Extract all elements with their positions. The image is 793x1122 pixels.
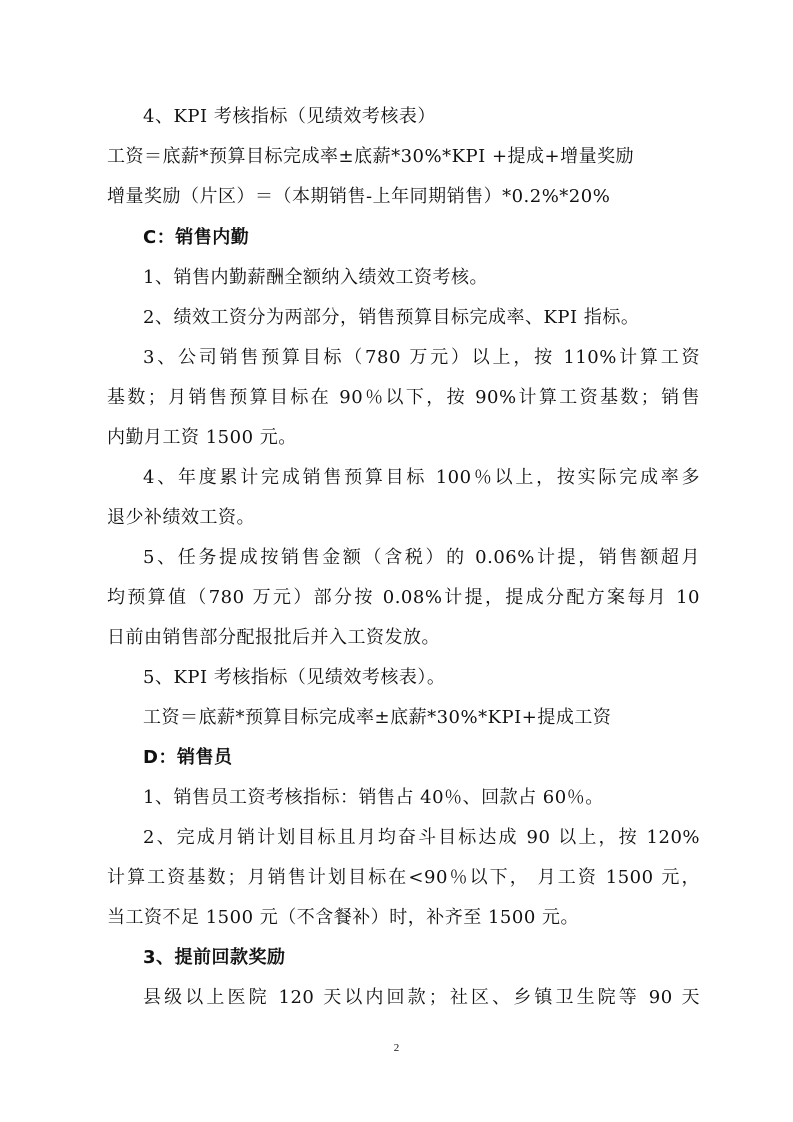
salary-formula: 工资＝底薪*预算目标完成率±底薪*30%*KPI+提成工资: [143, 707, 612, 728]
paragraph-line: 计算工资基数；月销售计划目标在<90％以下， 月工资 1500 元，: [107, 867, 700, 888]
page-number: 2: [393, 1042, 400, 1054]
paragraph-line: 均预算值（780 万元）部分按 0.08%计提，提成分配方案每月 10: [107, 587, 700, 608]
incremental-bonus-formula: 增量奖励（片区）＝（本期销售-上年同期销售）*0.2%*20%: [107, 186, 611, 207]
kpi-item: 5、KPI 考核指标（见绩效考核表）。: [143, 667, 446, 688]
paragraph-line: 日前由销售部分配报批后并入工资发放。: [107, 627, 440, 648]
section-heading-c: C：销售内勤: [143, 227, 250, 248]
paragraph-line: 5、任务提成按销售金额（含税）的 0.06%计提，销售额超月: [143, 547, 700, 568]
paragraph-line: 县级以上医院 120 天以内回款；社区、乡镇卫生院等 90 天: [143, 987, 700, 1008]
paragraph-line: 3、公司销售预算目标（780 万元）以上，按 110%计算工资: [143, 347, 700, 368]
paragraph-line: 4、年度累计完成销售预算目标 100％以上，按实际完成率多: [143, 467, 700, 488]
salary-formula: 工资＝底薪*预算目标完成率±底薪*30%*KPI +提成+增量奖励: [107, 146, 635, 167]
paragraph-line: 1、销售员工资考核指标：销售占 40％、回款占 60％。: [143, 787, 604, 808]
section-heading-early-payment: 3、提前回款奖励: [143, 947, 286, 968]
section-heading-d: D：销售员: [143, 747, 233, 768]
paragraph-line: 退少补绩效工资。: [107, 507, 255, 528]
paragraph-line: 2、绩效工资分为两部分，销售预算目标完成率、KPI 指标。: [143, 307, 640, 328]
kpi-item: 4、KPI 考核指标（见绩效考核表）: [143, 106, 436, 127]
paragraph-line: 1、销售内勤薪酬全额纳入绩效工资考核。: [143, 267, 488, 288]
paragraph-line: 当工资不足 1500 元（不含餐补）时，补齐至 1500 元。: [107, 907, 580, 928]
paragraph-line: 2、完成月销计划目标且月均奋斗目标达成 90 以上，按 120%: [143, 827, 700, 848]
paragraph-line: 内勤月工资 1500 元。: [107, 427, 297, 448]
paragraph-line: 基数；月销售预算目标在 90％以下，按 90%计算工资基数；销售: [107, 387, 700, 408]
